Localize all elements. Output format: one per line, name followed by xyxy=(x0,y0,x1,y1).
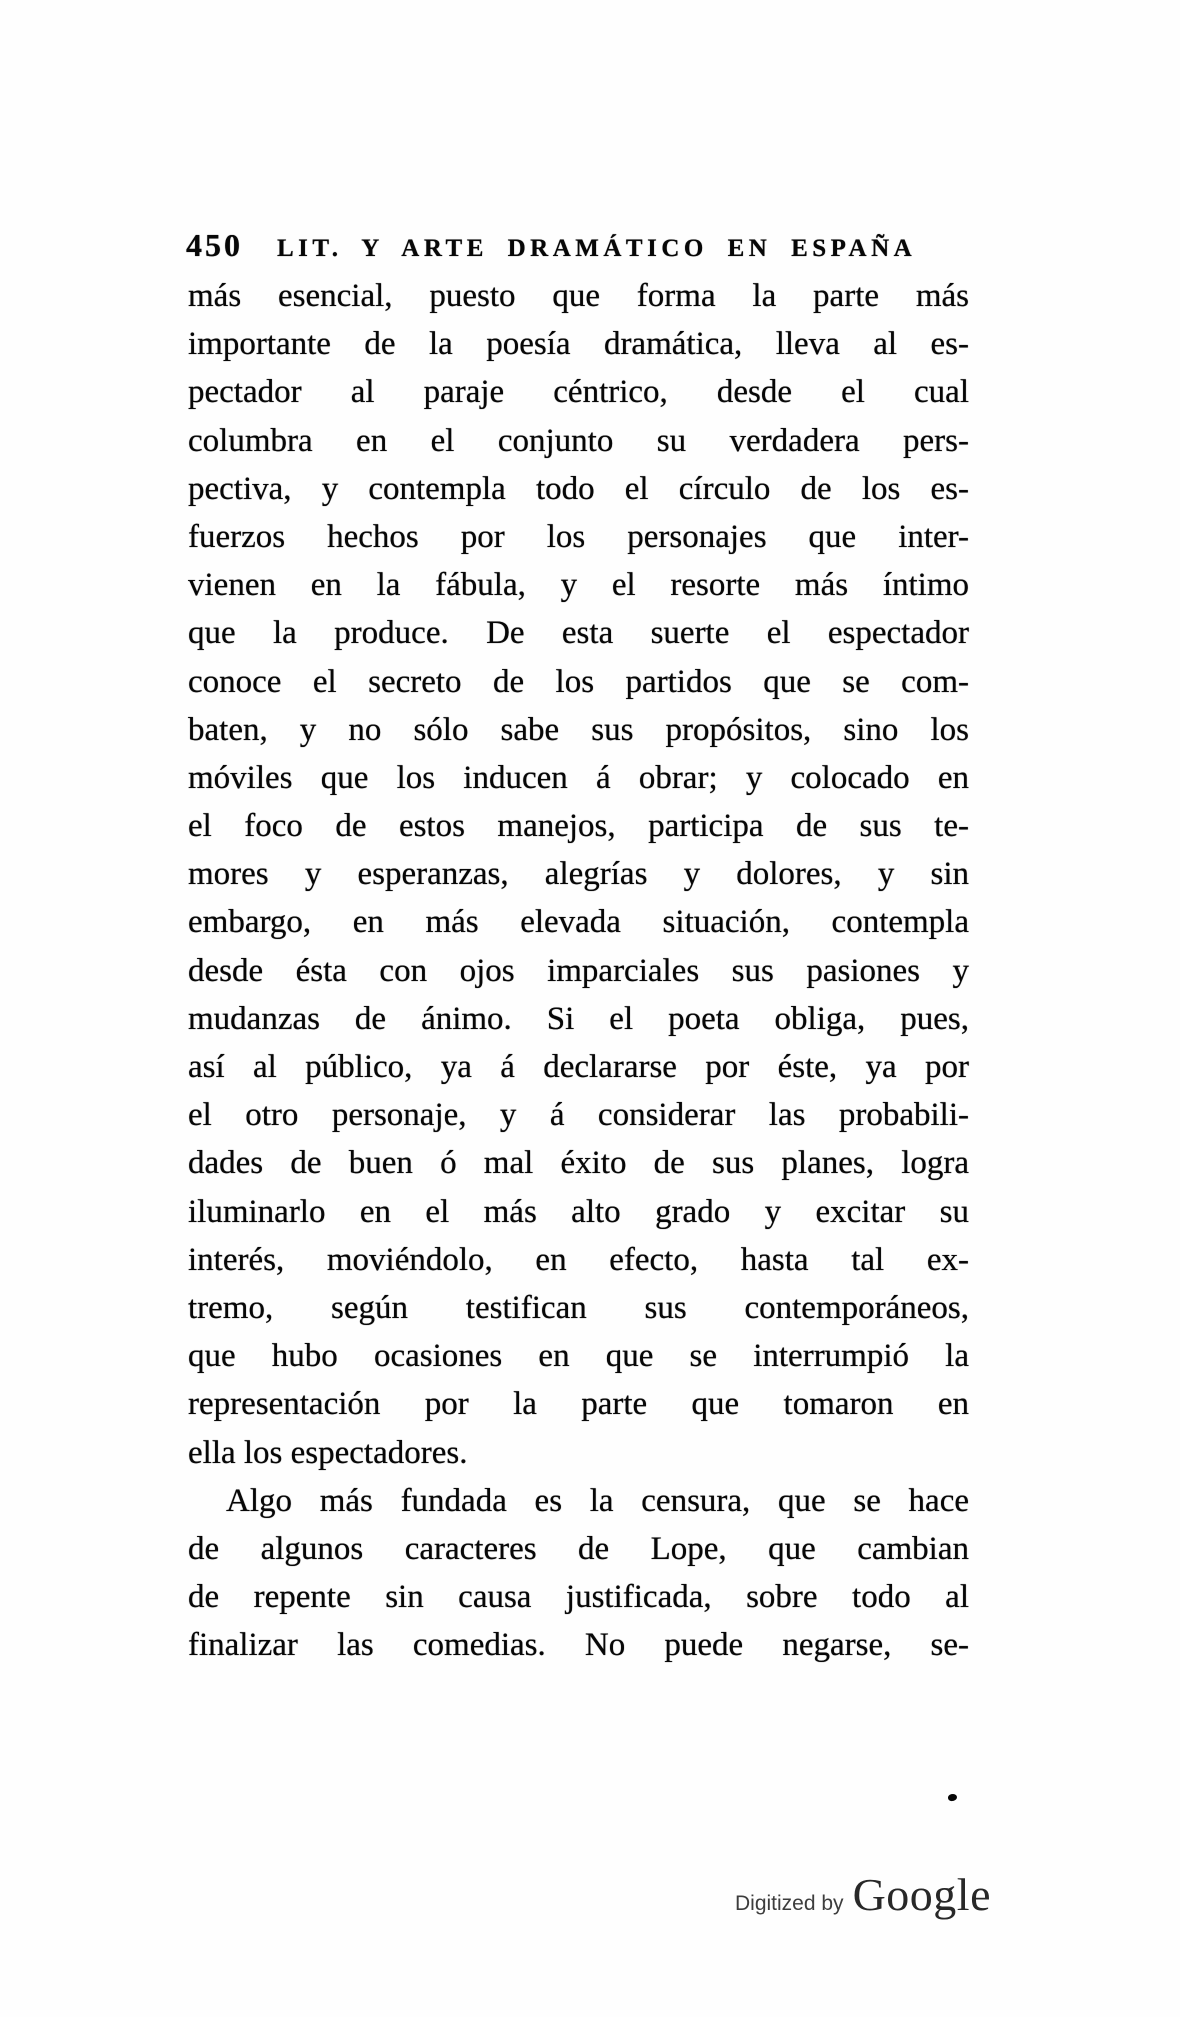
ink-speck xyxy=(947,1793,958,1802)
page-body xyxy=(188,272,969,1669)
text-line: embargo, en más elevada situación, contempla xyxy=(188,904,969,941)
google-logo: Google xyxy=(852,1869,991,1920)
text-line: móviles que los inducen á obrar; y colocado en xyxy=(188,759,969,796)
text-line: ella los espectadores. xyxy=(188,1434,468,1471)
text-line: mudanzas de ánimo. Si el poeta obliga, pues, xyxy=(188,1000,969,1037)
text-line: mores y esperanzas, alegrías y dolores, y sin xyxy=(188,856,969,893)
text-line: importante de la poesía dramática, lleva al es- xyxy=(188,326,969,363)
text-line: tremo, según testifican sus contemporáneos, xyxy=(188,1289,969,1326)
text-line: finalizar las comedias. No puede negarse, se- xyxy=(188,1627,969,1664)
text-line: el otro personaje, y á considerar las probabili- xyxy=(188,1097,969,1134)
text-line: pectiva, y contempla todo el círculo de los es- xyxy=(188,470,969,507)
watermark xyxy=(735,1868,991,1921)
page-header xyxy=(186,227,916,264)
text-line: fuerzos hechos por los personajes que inter- xyxy=(188,518,969,555)
text-line: baten, y no sólo sabe sus propósitos, sino los xyxy=(188,711,969,748)
running-title: LIT. Y ARTE DRAMÁTICO EN ESPAÑA xyxy=(277,235,917,262)
text-line: que hubo ocasiones en que se interrumpió la xyxy=(188,1338,969,1375)
text-line: columbra en el conjunto su verdadera pers- xyxy=(188,422,969,459)
page-number: 450 xyxy=(186,227,243,263)
watermark-prefix: Digitized by xyxy=(735,1892,844,1915)
text-line: que la produce. De esta suerte el espectador xyxy=(188,615,969,652)
text-line: Algo más fundada es la censura, que se hace xyxy=(226,1482,969,1519)
text-line: de repente sin causa justificada, sobre todo al xyxy=(188,1579,969,1616)
text-line: vienen en la fábula, y el resorte más íntimo xyxy=(188,567,969,604)
text-line: iluminarlo en el más alto grado y excitar su xyxy=(188,1193,969,1230)
text-line: interés, moviéndolo, en efecto, hasta tal ex- xyxy=(188,1241,969,1278)
text-line: representación por la parte que tomaron en xyxy=(188,1386,969,1423)
text-line: de algunos caracteres de Lope, que cambian xyxy=(188,1530,969,1567)
text-line: dades de buen ó mal éxito de sus planes, logra xyxy=(188,1145,969,1182)
text-line: el foco de estos manejos, participa de sus te- xyxy=(188,808,969,845)
text-line: desde ésta con ojos imparciales sus pasiones y xyxy=(188,952,969,989)
text-line: conoce el secreto de los partidos que se com- xyxy=(188,663,969,700)
text-line: así al público, ya á declararse por éste, ya por xyxy=(188,1049,969,1085)
text-line: pectador al paraje céntrico, desde el cual xyxy=(188,374,969,411)
text-line: más esencial, puesto que forma la parte más xyxy=(188,278,969,314)
